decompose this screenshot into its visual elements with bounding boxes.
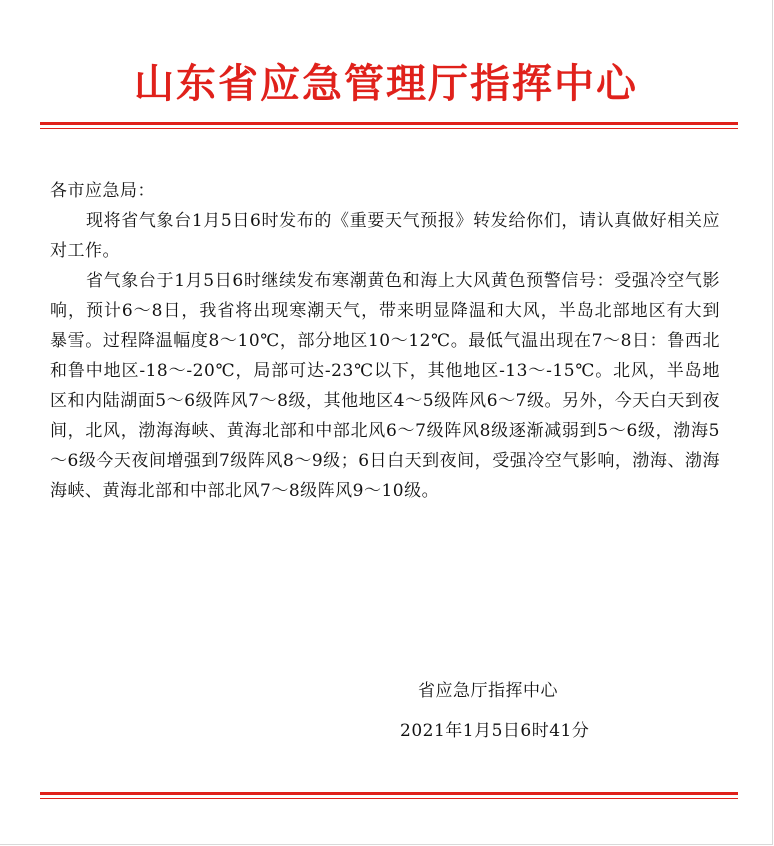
footer-divider: [40, 792, 738, 799]
signature-organization: 省应急厅指挥中心: [418, 681, 558, 701]
signature-date: 2021年1月5日6时41分: [400, 721, 590, 741]
divider-thin-line: [40, 128, 738, 129]
document-title: 山东省应急管理厅指挥中心: [134, 61, 638, 107]
salutation: 各市应急局：: [50, 181, 155, 201]
divider-thick-line: [40, 792, 738, 795]
header-divider: [40, 122, 738, 129]
paragraph-forward-notice: 现将省气象台1月5日6时发布的《重要天气预报》转发给你们，请认真做好相关应对工作。: [50, 211, 720, 261]
divider-thin-line: [40, 798, 738, 799]
paragraph-weather-warning: 省气象台于1月5日6时继续发布寒潮黄色和海上大风黄色预警信号：受强冷空气影响，预计6～8日，我省将出现寒潮天气，带来明显降温和大风，半岛北部地区有大到暴雪。过程降温幅度8～10℃，部分地区10～12℃。最低气温出现在7～8日：鲁西北和鲁中地区-18～-20℃，局部可达-23℃以下，其他地区-13～-15℃。北风，半岛地区和内陆湖面5～6级阵风7～8级，其他地区4～5级阵风6～7级。另外，今天白天到夜间，北风，渤海海峡、黄海北部和中部北风6～7级阵风8级逐渐减弱到5～6级，渤海5～6级今天夜间增强到7级阵风8～9级；6日白天到夜间，受强冷空气影响，渤海、渤海海峡、黄海北部和中部北风7～8级阵风9～10级。: [50, 271, 720, 501]
document-body: [50, 176, 720, 506]
divider-thick-line: [40, 122, 738, 125]
